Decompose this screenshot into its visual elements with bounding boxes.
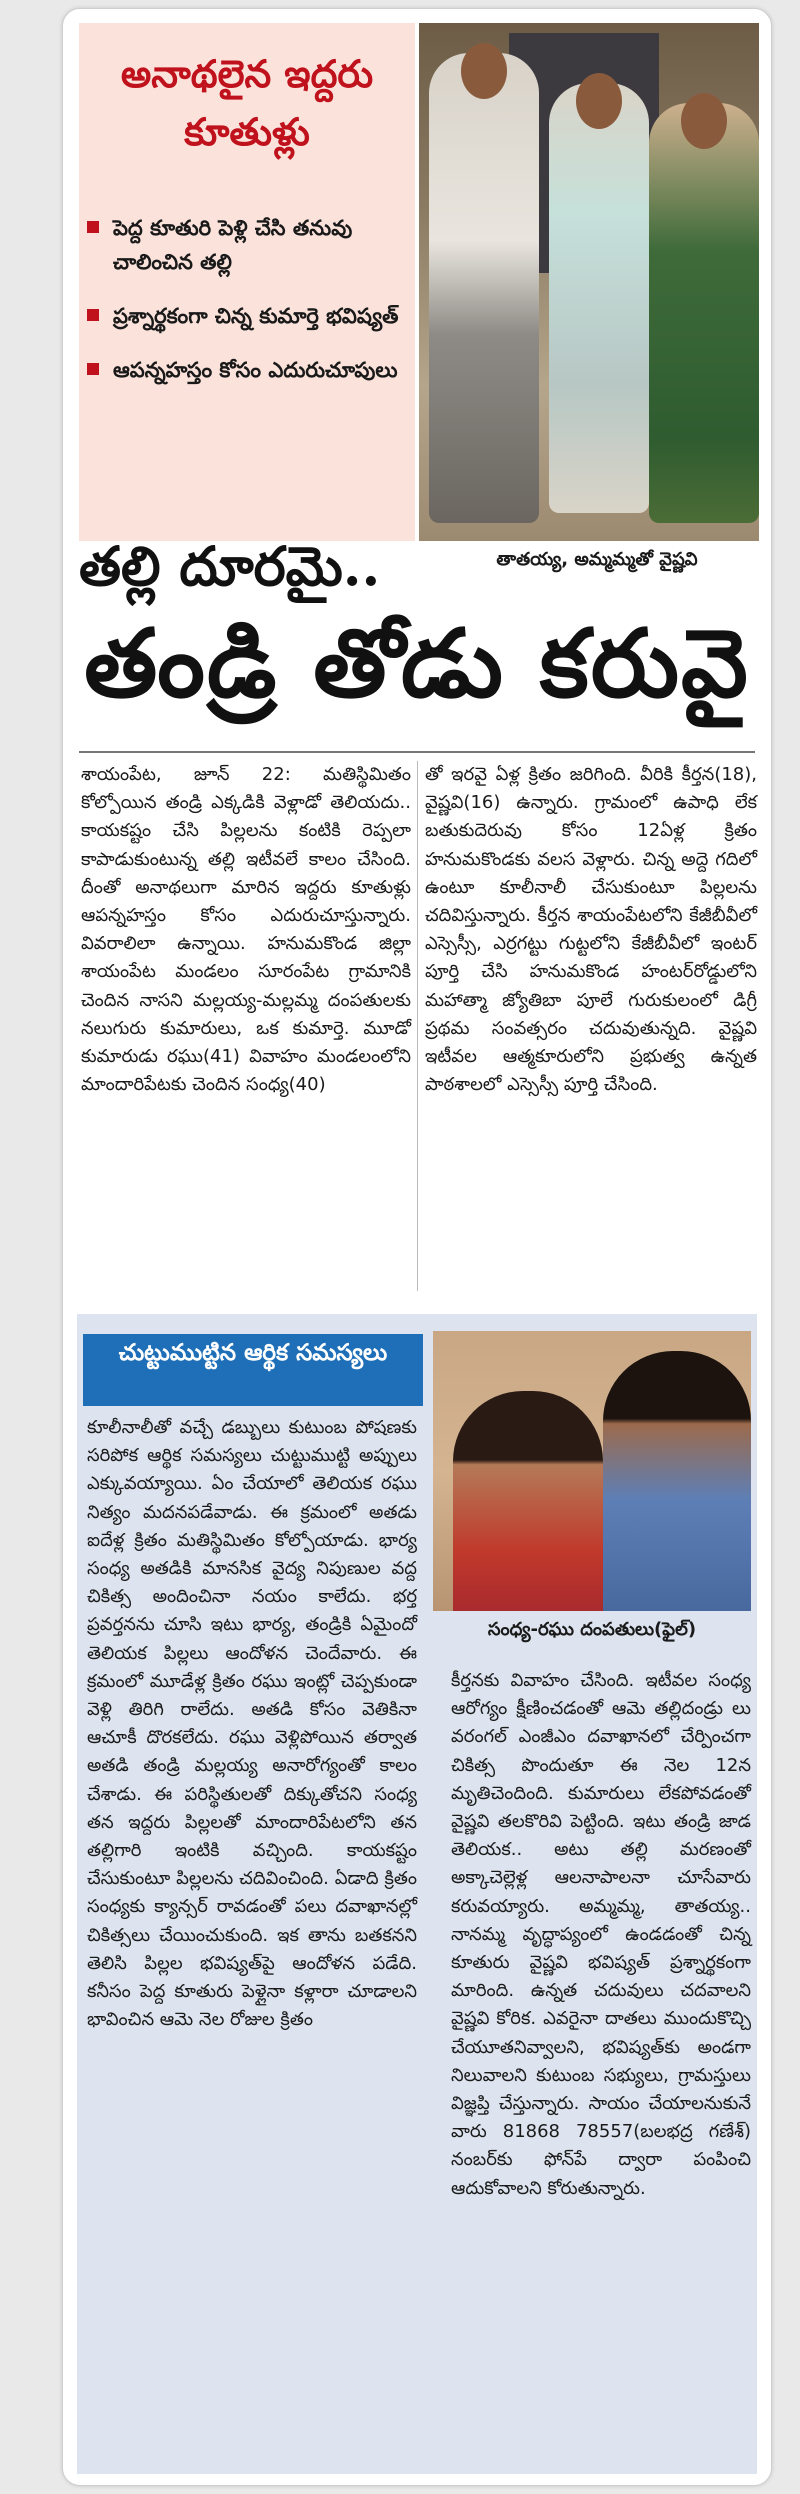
headline-small: తల్లి దూరమై.. [79, 534, 381, 598]
photo-grandfather [429, 53, 539, 523]
bullet-item [87, 211, 409, 279]
article-column-2: తో ఇరవై ఏళ్ల క్రితం జరిగింది. వీరికి కీర్తన(18), వైష్ణవి(16) ఉన్నారు. గ్రామంలో ఉపాధి లేక బతుకుదెరువు కోసం 12ఏళ్ల క్రితం హనుమకొండకు వలస వెళ్లారు. చిన్న అద్దె గదిలో ఉంటూ కూలీనాలీ చేసుకుంటూ పిల్లలను చదివిస్తున్నారు. కీర్తన శాయంపేటలోని కేజీబీవీలో ఎస్సెస్సీ, ఎర్రగట్టు గుట్టలోని కేజీబీవీలో ఇంటర్ పూర్తి చేసి హనుమకొండ హంటర్‌రోడ్డులోని మహాత్మా జ్యోతిబా పూలే గురుకులంలో డిగ్రీ ప్రథమ సంవత్సరం చదువుతున్నది. వైష్ణవి ఇటీవల ఆత్మకూరులోని ప్రభుత్వ ఉన్నత పాఠశాలలో ఎస్సెస్సీ పూర్తి చేసింది. [425, 764, 757, 1096]
kicker-title: అనాథలైన ఇద్దరు కూతుళ్లు [120, 51, 374, 154]
photo-face [576, 73, 622, 129]
family-photo [419, 23, 759, 541]
bullet-text: పెద్ద కూతురి పెళ్లి చేసి తనువు చాలించిన తల్లి [113, 216, 353, 274]
headline-main: తండ్రి తోడు కరువై [84, 609, 750, 719]
couple-photo [433, 1331, 751, 1611]
photo-face [461, 43, 507, 99]
divider [79, 751, 755, 753]
photo-girl [549, 83, 649, 513]
article-column-3: కూలీనాలీతో వచ్చే డబ్బులు కుటుంబ పోషణకు సరిపోక ఆర్థిక సమస్యలు చుట్టుముట్టి అప్పులు ఎక్కువయ్యాయి. ఏం చేయాలో తెలియక రఘు నిత్యం మదనపడేవాడు. ఈ క్రమంలో అతడు ఐదేళ్ల క్రితం మతిస్థిమితం కోల్పోయాడు. భార్య సంధ్య అతడికి మానసిక వైద్య నిపుణుల వద్ద చికిత్స అందించినా నయం కాలేదు. భర్త ప్రవర్తనను చూసి ఇటు భార్య, తండ్రికి ఏమైందో తెలియక పిల్లలు ఆందోళన చెందేవారు. ఈ క్రమంలో మూడేళ్ల క్రితం రఘు ఇంట్లో చెప్పకుండా వెళ్లి తిరిగి రాలేదు. అతడి కోసం వెతికినా ఆచూకీ దొరకలేదు. రఘు వెళ్లిపోయిన తర్వాత అతడి తండ్రి మల్లయ్య అనారోగ్యంతో కాలం చేశాడు. ఈ పరిస్థితులతో దిక్కుతోచని సంధ్య తన ఇద్దరు పిల్లలతో మాందారిపేటలోని తన తల్లిగారి ఇంటికి వచ్చింది. కాయకష్టం చేసుకుంటూ పిల్లలను చదివించింది. ఏడాది క్రితం సంధ్యకు క్యాన్సర్ రావడంతో పలు దవాఖానల్లో చికిత్సలు చేయించుకుంది. ఇక తాను బతకనని తెలిసి పిల్లల భవిష్యత్‌పై ఆందోళన పడేది. కనీసం పెద్ద కూతురు పెళ్లైనా కళ్లారా చూడాలని భావించిన ఆమె నెల రోజుల క్రితం [87, 1417, 417, 2031]
photo-face [681, 93, 727, 149]
square-bullet-icon [87, 363, 99, 375]
square-bullet-icon [87, 309, 99, 321]
highlight-box [79, 23, 415, 541]
article-column-1: శాయంపేట, జూన్ 22: మతిస్థిమితం కోల్పోయిన తండ్రి ఎక్కడికి వెళ్లాడో తెలియదు.. కాయకష్టం చేసి పిల్లలను కంటికి రెప్పలా కాపాడుకుంటున్న తల్లి ఇటీవలే కాలం చేసింది. దీంతో అనాథలుగా మారిన ఇద్దరు కూతుళ్లు ఆపన్నహస్తం కోసం ఎదురుచూస్తున్నారు. వివరాలిలా ఉన్నాయి. హనుమకొండ జిల్లా శాయంపేట మండలం సూరంపేట గ్రామానికి చెందిన నాసని మల్లయ్య-మల్లమ్మ దంపతులకు నలుగురు కుమారులు, ఒక కుమార్తె. మూడో కుమారుడు రఘు(41) వివాహం మండలంలోని మాందారిపేటకు చెందిన సంధ్య(40) [81, 764, 411, 1096]
photo-man [603, 1351, 751, 1611]
newspaper-clipping [62, 8, 772, 2486]
bullet-text: ఆపన్నహస్తం కోసం ఎదురుచూపులు [113, 358, 398, 382]
bullet-text: ప్రశ్నార్థకంగా చిన్న కుమార్తె భవిష్యత్ [113, 304, 399, 328]
photo-caption: సంధ్య-రఘు దంపతులు(ఫైల్) [487, 1619, 697, 1640]
bullet-list [87, 211, 409, 407]
subheading: చుట్టుముట్టిన ఆర్థిక సమస్యలు [83, 1334, 423, 1406]
square-bullet-icon [87, 221, 99, 233]
photo-caption: తాతయ్య, అమ్మమ్మతో వైష్ణవి [496, 549, 698, 570]
photo-grandmother [649, 103, 759, 523]
column-divider [417, 761, 418, 1291]
photo-woman [453, 1391, 603, 1611]
bullet-item [87, 353, 409, 387]
article-column-4: కీర్తనకు వివాహం చేసింది. ఇటీవల సంధ్య ఆరోగ్యం క్షీణించడంతో ఆమె తల్లిదండ్రు లు వరంగల్ ఎంజీఎం దవాఖానలో చేర్పించగా చికిత్స పొందుతూ ఈ నెల 12న మృతిచెందింది. కుమారులు లేకపోవడంతో వైష్ణవి తలకొరివి పెట్టింది. ఇటు తండ్రి జాడ తెలియక.. అటు తల్లి మరణంతో అక్కాచెల్లెళ్ల ఆలనాపాలనా చూసేవారు కరువయ్యారు. అమ్మమ్మ, తాతయ్య.. నానమ్మ వృద్ధాప్యంలో ఉండడంతో చిన్న కూతురు వైష్ణవి భవిష్యత్ ప్రశ్నార్థకంగా మారింది. ఉన్నత చదువులు చదవాలని వైష్ణవి కోరిక. ఎవరైనా దాతలు ముందుకొచ్చి చేయూతనివ్వాలని, భవిష్యత్‌కు అండగా నిలువాలని కుటుంబ సభ్యులు, గ్రామస్తులు విజ్ఞప్తి చేస్తున్నారు. సాయం చేయాలనుకునే వారు 81868 78557(బలభద్ర గణేశ్) నంబర్‌కు ఫోన్‌పే ద్వారా పంపించి ఆదుకోవాలని కోరుతున్నారు. [451, 1670, 751, 2199]
bullet-item [87, 299, 409, 333]
